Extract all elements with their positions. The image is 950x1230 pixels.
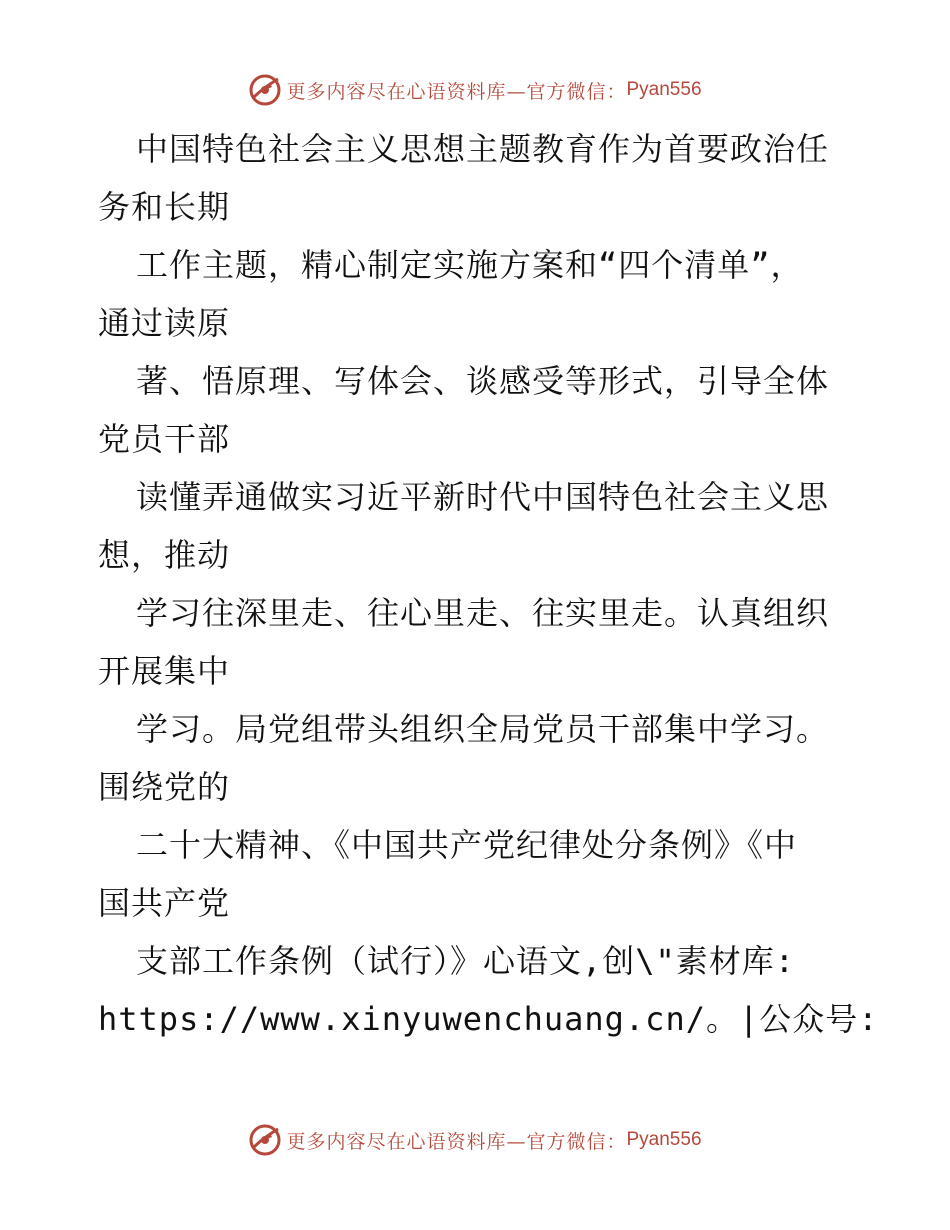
header-wechat-id: Pyan556 <box>626 79 702 100</box>
header-banner <box>0 70 950 110</box>
header-banner-text: 更多内容尽在心语资料库—官方微信： <box>286 80 627 103</box>
body-line: 学习往深里走、往心里走、往实里走。认真组织 <box>136 594 830 632</box>
footer-banner-text: 更多内容尽在心语资料库—官方微信： <box>286 1130 627 1153</box>
body-line: 著、悟原理、写体会、谈感受等形式，引导全体 <box>136 362 830 400</box>
footer-wechat-id: Pyan556 <box>626 1129 702 1150</box>
body-line: 国共产党 <box>98 884 231 922</box>
pen-logo-icon <box>248 73 282 107</box>
body-line: 开展集中 <box>98 652 231 690</box>
body-line: 中国特色社会主义思想主题教育作为首要政治任 <box>136 130 830 168</box>
document-body <box>98 120 879 1048</box>
body-line: 工作主题，精心制定实施方案和“四个清单”， <box>136 246 804 284</box>
body-line: https://www.xinyuwenchuang.cn/。|公众号: <box>98 1000 879 1038</box>
footer-banner <box>0 1120 950 1160</box>
pen-logo-icon <box>248 1123 282 1157</box>
body-line: 想，推动 <box>98 536 231 574</box>
body-line: 二十大精神、《中国共产党纪律处分条例》《中 <box>136 826 798 864</box>
body-line: 党员干部 <box>98 420 231 458</box>
body-line: 围绕党的 <box>98 768 231 806</box>
body-line: 学习。局党组带头组织全局党员干部集中学习。 <box>136 710 830 748</box>
body-line: 支部工作条例（试行）》心语文,创\"素材库: <box>136 942 796 980</box>
body-line: 通过读原 <box>98 304 231 342</box>
body-line: 务和长期 <box>98 188 231 226</box>
body-line: 读懂弄通做实习近平新时代中国特色社会主义思 <box>136 478 830 516</box>
